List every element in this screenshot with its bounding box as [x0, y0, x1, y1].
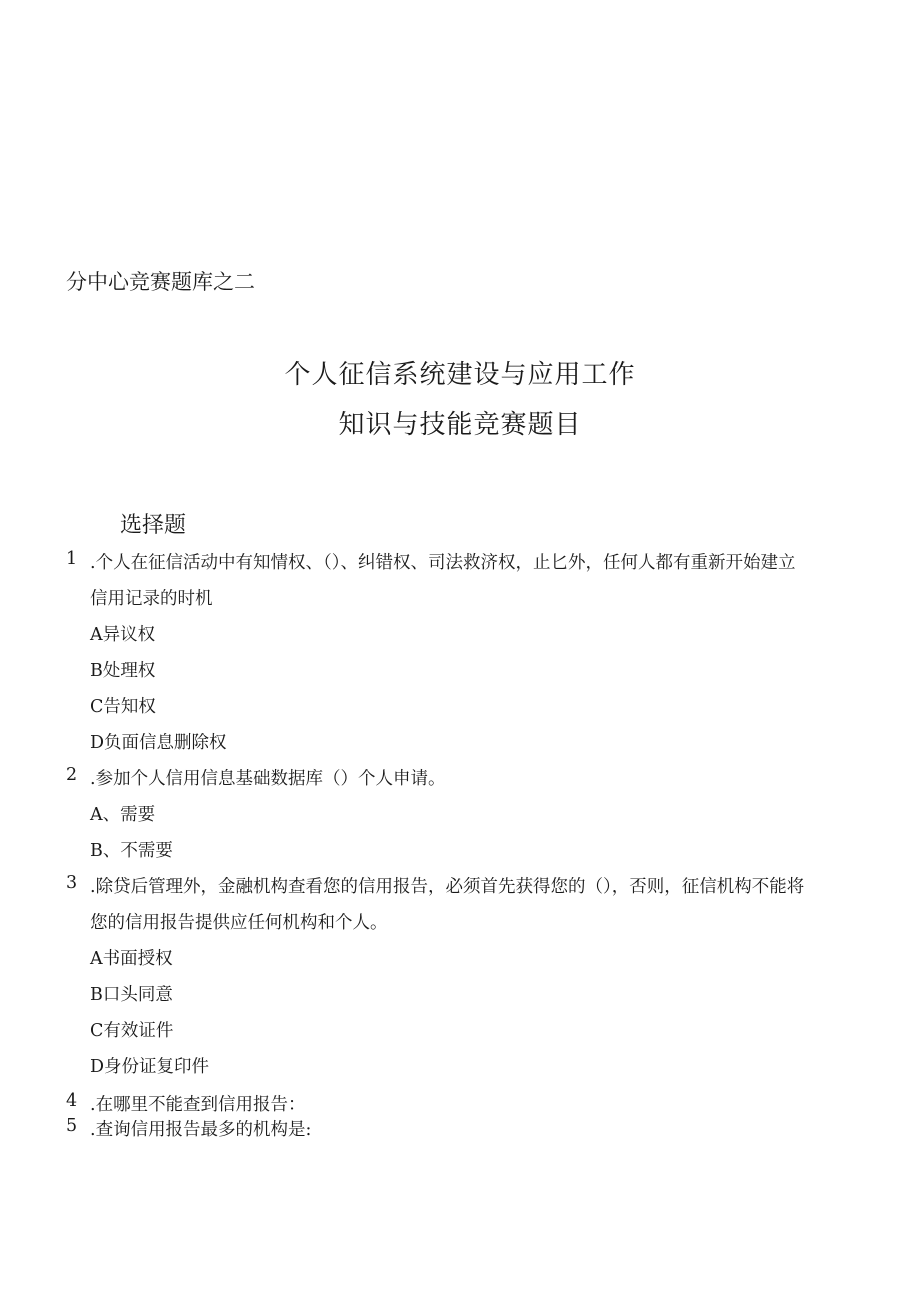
question-text: .除贷后管理外，金融机构查看您的信用报告，必须首先获得您的（），否则，征信机构不能将	[90, 877, 805, 897]
question-3-option-a: A书面授权	[90, 949, 173, 969]
question-3	[0, 873, 920, 897]
question-4	[0, 1091, 920, 1115]
page-title-line-1: 个人征信系统建设与应用工作	[284, 360, 636, 390]
question-3-continuation: 您的信用报告提供应任何机构和个人。	[90, 913, 388, 933]
question-number: 1	[66, 549, 78, 569]
section-heading: 选择题	[120, 513, 187, 538]
question-5	[0, 1116, 920, 1140]
question-text: .查询信用报告最多的机构是:	[90, 1120, 312, 1140]
question-1-continuation: 信用记录的时机	[90, 589, 213, 609]
question-3-option-d: D身份证复印件	[90, 1057, 210, 1077]
question-1-option-a: A异议权	[90, 625, 156, 645]
question-number: 3	[66, 873, 78, 893]
question-text: .个人在征信活动中有知情权、（）、纠错权、司法救济权，止匕外，任何人都有重新开始建立	[90, 553, 796, 573]
question-text: .在哪里不能查到信用报告：	[90, 1095, 306, 1115]
document-subtitle: 分中心竞赛题库之二	[66, 270, 255, 294]
question-1	[0, 549, 920, 573]
question-number: 4	[66, 1091, 78, 1111]
question-text: .参加个人信用信息基础数据库（）个人申请。	[90, 769, 446, 789]
question-2-option-b: B、不需要	[90, 841, 173, 861]
question-2-option-a: A、需要	[90, 805, 156, 825]
question-2	[0, 765, 920, 789]
question-1-option-c: C告知权	[90, 697, 156, 717]
question-3-option-b: B口头同意	[90, 985, 173, 1005]
question-1-option-d: D负面信息删除权	[90, 733, 227, 753]
question-1-option-b: B处理权	[90, 661, 156, 681]
page-title-line-2: 知识与技能竞赛题目	[338, 410, 582, 440]
question-3-option-c: C有效证件	[90, 1021, 174, 1041]
question-number: 5	[66, 1116, 78, 1136]
question-number: 2	[66, 765, 78, 785]
